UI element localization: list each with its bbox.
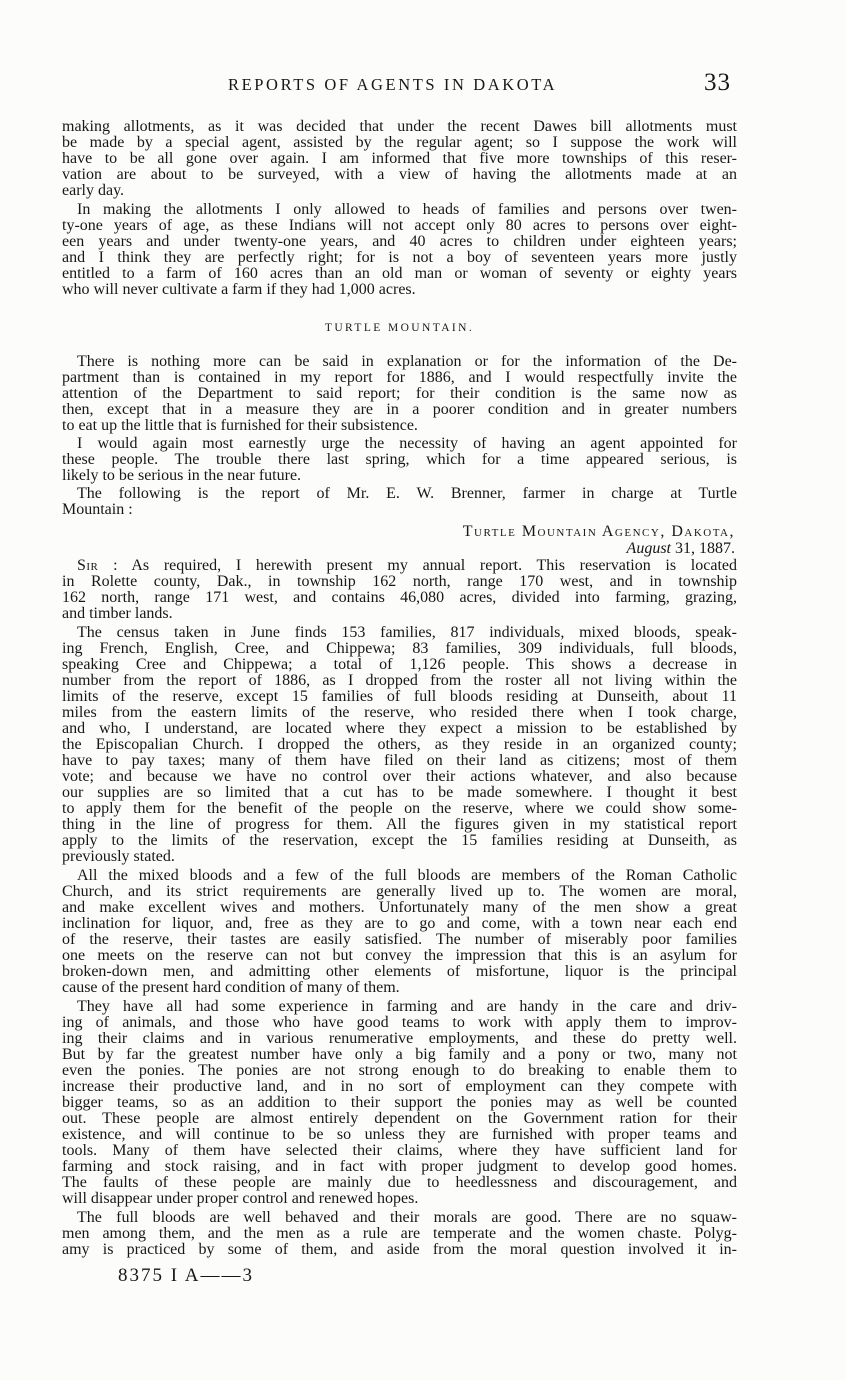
text-line: There is nothing more can be said in explanation or for the information of the De- <box>77 354 737 370</box>
text-line: and make excellent wives and mothers. Unfortunately many of the men show a great <box>62 900 737 916</box>
text-line: miles from the eastern limits of the reserve, who resided there when I took charge, <box>62 705 737 721</box>
text-line: I would again most earnestly urge the necessity of having an agent appointed for <box>77 436 737 452</box>
text-line: Mountain : <box>62 502 133 518</box>
text-line: inclination for liquor, and, free as they are to go and come, with a town near each end <box>62 916 737 932</box>
text-line: ty-one years of age, as these Indians will not accept only 80 acres to persons over eight- <box>62 218 737 234</box>
text-line: increase their productive land, and in no sort of employment can they compete with <box>62 1079 737 1095</box>
text-line: in Rolette county, Dak., in township 162 north, range 170 west, and in township <box>62 574 737 590</box>
text-line: the Episcopalian Church. I dropped the others, as they reside in an organized county; <box>62 737 737 753</box>
text-line: these people. The trouble there last spring, which for a time appeared serious, is <box>62 452 737 468</box>
paragraph-agent-request <box>62 436 737 484</box>
text-line: have to pay taxes; many of them have filed on their land as citizens; most of them <box>62 753 737 769</box>
text-line: making allotments, as it was decided that under the recent Dawes bill allotments must <box>62 119 737 135</box>
letter-opening-text: : As required, I herewith present my annual report. This reservation is located <box>98 558 737 574</box>
text-line: een years and under twenty-one years, and 40 acres to children under eighteen years; <box>62 234 737 250</box>
text-line: amy is practiced by some of them, and aside from the moral question involved it in- <box>62 1242 737 1258</box>
paragraph-farming <box>62 999 737 1207</box>
text-line: In making the allotments I only allowed to heads of families and persons over twen- <box>77 202 737 218</box>
section-heading: TURTLE MOUNTAIN. <box>324 322 475 334</box>
text-line: of the reserve, their tastes are easily satisfied. The number of miserably poor families <box>62 932 737 948</box>
paragraph-census <box>62 625 737 865</box>
text-line: speaking Cree and Chippewa; a total of 1,126 people. This shows a decrease in <box>62 657 737 673</box>
text-line: entitled to a farm of 160 acres than an old man or woman of seventy or eighty years <box>62 266 737 282</box>
text-line: The census taken in June finds 153 families, 817 individuals, mixed bloods, speak- <box>77 625 737 641</box>
text-line: thing in the line of progress for them. All the figures given in my statistical report <box>62 817 737 833</box>
text-line: men among them, and the men as a rule are temperate and the women chaste. Polyg- <box>62 1226 737 1242</box>
text-line: existence, and will continue to be so unless they are furnished with proper teams and <box>62 1127 737 1143</box>
paragraph-continued-allotments <box>62 119 737 199</box>
text-line: and I think they are perfectly right; for is not a boy of seventeen years more justly <box>62 250 737 266</box>
text-line: one meets on the reserve can not but convey the impression that this is an asylum for <box>62 948 737 964</box>
text-line <box>62 558 737 574</box>
text-line: Church, and its strict requirements are generally lived up to. The women are moral, <box>62 884 737 900</box>
text-line: likely to be serious in the near future. <box>62 468 302 484</box>
text-line: The full bloods are well behaved and their morals are good. There are no squaw- <box>77 1210 737 1226</box>
dateline-month: August <box>626 540 671 557</box>
text-body <box>62 119 737 1286</box>
paragraph-turtle-mountain-condition <box>62 354 737 434</box>
text-line: early day. <box>62 183 125 199</box>
dateline-day-year: 31, 1887. <box>671 540 735 557</box>
paragraph-religion <box>62 868 737 996</box>
text-line: vation are about to be surveyed, with a view of having the allotments made at an <box>62 167 737 183</box>
page-number: 33 <box>704 69 731 96</box>
text-line: limits of the reserve, except 15 families of full bloods residing at Dunseith, about 11 <box>62 689 737 705</box>
text-line: have to be all gone over again. I am informed that five more townships of this reser- <box>62 151 737 167</box>
dateline-date <box>62 540 735 557</box>
text-line: But by far the greatest number have only a big family and a pony or two, many not <box>62 1047 737 1063</box>
text-line: out. These people are almost entirely dependent on the Government ration for their <box>62 1111 737 1127</box>
letter-dateline <box>62 523 737 557</box>
text-line: our supplies are so limited that a cut has to be made somewhere. I thought it best <box>62 785 737 801</box>
text-line: previously stated. <box>62 849 175 865</box>
text-line: cause of the present hard condition of many of them. <box>62 980 400 996</box>
text-line: ing their claims and in various renumerative employments, and these do pretty well. <box>62 1031 737 1047</box>
text-line: who will never cultivate a farm if they had 1,000 acres. <box>62 282 416 298</box>
paragraph-allotment-rules <box>62 202 737 298</box>
text-line: to eat up the little that is furnished for their subsistence. <box>62 418 418 434</box>
text-line: number from the report of 1886, as I dropped from the roster all not living within the <box>62 673 737 689</box>
printer-signature-mark: 8375 I A——3 <box>118 1265 254 1286</box>
running-title: REPORTS OF AGENTS IN DAKOTA <box>228 75 558 94</box>
text-line: and who, I understand, are located where they expect a mission to be established by <box>62 721 737 737</box>
text-line: 162 north, range 171 west, and contains 46,080 acres, divided into farming, grazing, <box>62 590 737 606</box>
text-line: then, except that in a measure they are in a poorer condition and in greater numbers <box>62 402 737 418</box>
text-line: farming and stock raising, and in fact with proper judgment to develop good homes. <box>62 1159 737 1175</box>
dateline-place: Turtle Mountain Agency, Dakota, <box>462 523 735 540</box>
text-line: bigger teams, so as an addition to their support the ponies may as well be counted <box>62 1095 737 1111</box>
paragraph-report-intro <box>62 486 737 518</box>
text-line: The following is the report of Mr. E. W. Brenner, farmer in charge at Turtle <box>77 486 737 502</box>
paragraph-full-bloods <box>62 1210 737 1258</box>
text-line: broken-down men, and admitting other elements of misfortune, liquor is the principal <box>62 964 737 980</box>
text-line: apply to the limits of the reservation, except the 15 families residing at Dunseith, as <box>62 833 737 849</box>
text-line: ing of animals, and those who have good teams to work with apply them to improv- <box>62 1015 737 1031</box>
letter-salutation: Sir <box>77 558 99 574</box>
text-line: ing French, English, Cree, and Chippewa; 83 families, 309 individuals, full bloods, <box>62 641 737 657</box>
text-line: will disappear under proper control and renewed hopes. <box>62 1191 419 1207</box>
text-line: be made by a special agent, assisted by the regular agent; so I suppose the work will <box>62 135 737 151</box>
text-line: vote; and because we have no control over their actions whatever, and also because <box>62 769 737 785</box>
text-line: They have all had some experience in farming and are handy in the care and driv- <box>77 999 737 1015</box>
text-line: partment than is contained in my report for 1886, and I would respectfully invite the <box>62 370 737 386</box>
text-line: even the ponies. The ponies are not strong enough to do breaking to enable them to <box>62 1063 737 1079</box>
text-line: and timber lands. <box>62 606 173 622</box>
text-line: tools. Many of them have selected their claims, where they have sufficient land for <box>62 1143 737 1159</box>
paragraph-letter-opening <box>62 558 737 622</box>
text-line: The faults of these people are mainly due to heedlessness and discouragement, and <box>62 1175 737 1191</box>
text-line: to apply them for the benefit of the people on the reserve, where we could show some- <box>62 801 737 817</box>
text-line: All the mixed bloods and a few of the full bloods are members of the Roman Catholic <box>77 868 737 884</box>
text-line: attention of the Department to said report; for their condition is the same now as <box>62 386 737 402</box>
